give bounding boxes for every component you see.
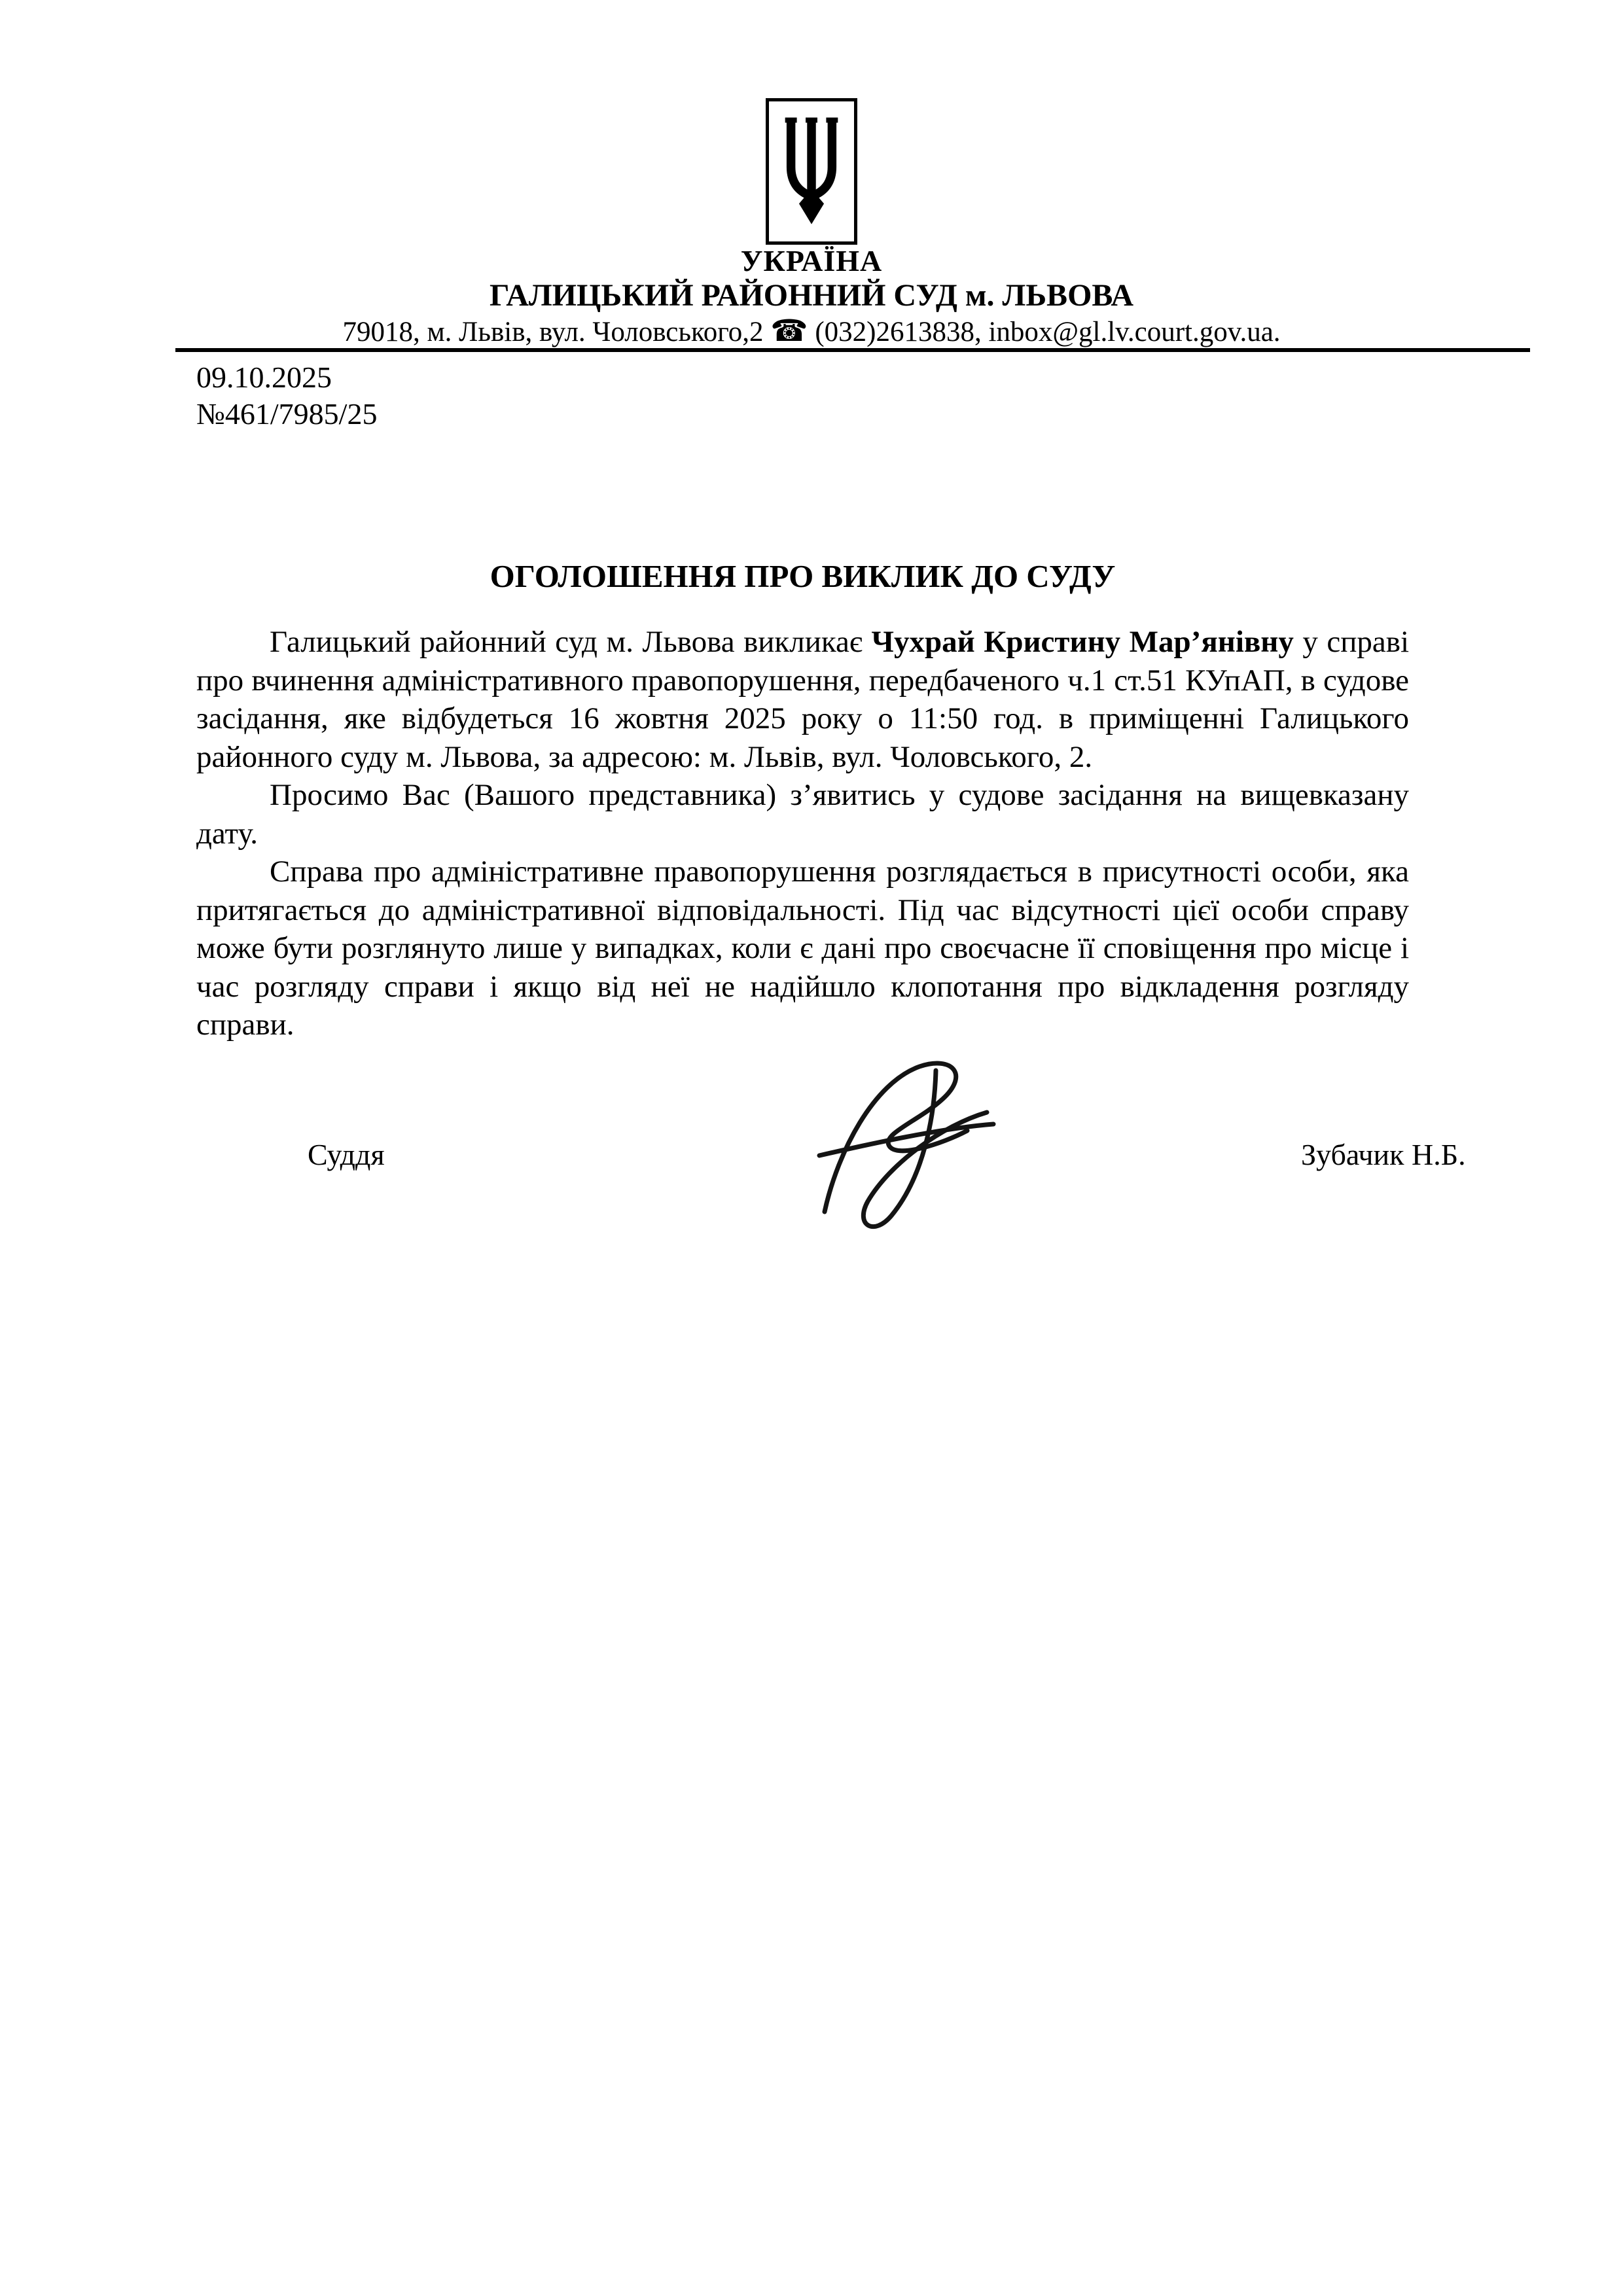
country-name: УКРАЇНА	[740, 244, 883, 277]
signer-role: Суддя	[308, 1138, 385, 1171]
paragraph-request: Просимо Вас (Вашого представника) з’явитись у судове засідання на вищевказану дату.	[196, 778, 1409, 851]
summoned-person-name: Чухрай Кристину Мар’янівну	[871, 625, 1294, 659]
document-date: 09.10.2025	[196, 361, 332, 394]
phone-icon: ☎	[770, 314, 808, 347]
address-line	[0, 313, 1623, 348]
postal-address: 79018, м. Львів, вул. Чоловського,2	[342, 317, 764, 347]
email-address: inbox@gl.lv.court.gov.ua.	[988, 317, 1281, 347]
document-body	[196, 623, 1409, 1044]
signer-name: Зубачик Н.Б.	[1301, 1138, 1466, 1171]
paragraph-1-text-after: у справі про вчинення адміністративного правопорушення, передбаченого ч.1 ст.51 КУпАП, в судове засідання, яке відбудеться 16 жовтня 2025 року о 11:50 год. в приміщенні Галицького районного суду м. Львова, за адресою: м. Львів, вул. Чоловського, 2.	[196, 625, 1409, 774]
trident-icon	[775, 113, 848, 230]
coat-of-arms-box	[766, 98, 857, 245]
paragraph-summons	[196, 623, 1409, 776]
divider-line	[175, 348, 1530, 352]
paragraph-1-text-before: Галицький районний суд м. Львова викликає	[270, 625, 872, 659]
phone-number: (032)2613838,	[815, 317, 982, 347]
document-title: ОГОЛОШЕННЯ ПРО ВИКЛИК ДО СУДУ	[490, 558, 1116, 594]
handwritten-signature	[707, 1047, 1047, 1243]
paragraph-legal-notice: Справа про адміністративне правопорушення розглядається в присутності особи, яка притягається до адміністративної відповідальності. Під час відсутності цієї особи справу може бути розглянуто лише у випадках, коли є дані про своєчасне її сповіщення про місце і час розгляду справи і якщо від неї не надійшло клопотання про відкладення розгляду справи.	[196, 855, 1409, 1042]
court-name: ГАЛИЦЬКИЙ РАЙОННИЙ СУД м. ЛЬВОВА	[489, 278, 1134, 313]
case-number: №461/7985/25	[196, 397, 378, 431]
